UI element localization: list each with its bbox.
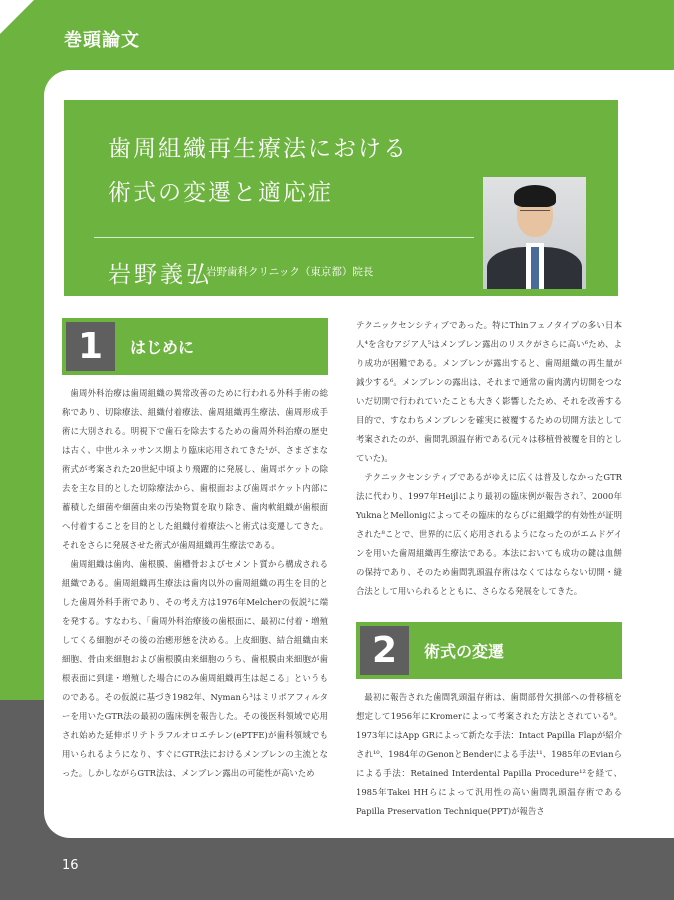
section-2-title: 術式の変遷 — [424, 642, 505, 661]
photo-tie — [531, 247, 539, 289]
photo-hair — [514, 185, 556, 207]
body-paragraph: テクニックセンシティブであった。特にThinフェノタイプの多い日本人⁴を含むアジア人⁵はメンブレン露出のリスクがさらに高い⁶ため、より成功が困難である。メンブレンが露出すると、歯周組織の再生量が減少する⁶。メンブレンの露出は、それまで通常の歯肉溝内切開をつないだ切開で行われていたことも大きく影響したため、それを改善する目的で、すなわちメンブレンを確実に被覆するための切開方法として考案されたのが、歯間乳頭温存術である(元々は移植骨被覆を目的としていた)。 — [356, 320, 622, 463]
body-paragraph: 歯周組織は歯肉、歯根膜、歯槽骨およびセメント質から構成される組織である。歯周組織再生療法は歯肉以外の歯周組織の再生を目的とした歯周外科手術であり、その考え方は1976年Melcherの仮説²に端を発する。すなわち、「歯周外科治療後の歯根面に、最初に付着・増殖してくる細胞がその後の治癒形態を決める。上皮細胞、結合組織由来細胞、骨由来細胞および歯根膜由来細胞のうち、歯根膜由来細胞が歯根表面に到達・増殖した場合にのみ歯周組織再生は起こる」というものである。その仮説に基づき1982年、Nymanら³はミリポアフィルターを用いたGTR法の最初の臨床例を報告した。その後医科領域で応用され始めた延伸ポリテトラフルオロエチレン(ePTFE)が歯科領域でも用いられるようになり、すぐにGTR法におけるメンブレンの主流となった。しかしながらGTR法は、メンブレン露出の可能性が高いため — [62, 559, 328, 778]
section-1-number: 1 — [66, 322, 115, 371]
body-paragraph: テクニックセンシティブであるがゆえに広くは普及しなかったGTR法に代わり、1997年Heijlにより最初の臨床例が報告され⁷、2000年YuknaとMellonigによってその臨床的ならびに組織学的有効性が証明された⁸ことで、世界的に広く応用されるようになったのがエムドゲインを用いた歯周組織再生療法である。本法においても成功の鍵は血餅の保持であり、そのため歯間乳頭温存術はなくてはならない切開・縫合法として用いられるとともに、さらなる発展をしてきた。 — [356, 472, 622, 596]
article-title-line-1: 歯周組織再生療法における — [108, 136, 408, 162]
section-2-body — [356, 688, 622, 821]
page-corner — [0, 0, 34, 34]
author-divider — [94, 237, 474, 238]
section-1-heading — [62, 318, 328, 375]
section-label: 巻頭論文 — [64, 30, 140, 51]
section-2-number: 2 — [360, 626, 409, 675]
section-1-body — [62, 384, 328, 783]
author-photo — [483, 177, 586, 289]
section-2-heading — [356, 622, 622, 679]
body-paragraph: 最初に報告された歯間乳頭温存術は、歯間部骨欠損部への骨移植を想定して1956年にKromerによって考案された方法とされている⁹。1973年にはApp GRによって新たな手法：Intact Papilla Flapが紹介され¹⁰、1984年のGenonとBenderによる手法¹¹、1985年のEvianらによる手法：Retained Interdental Papilla Procedure¹²を経て、1985年Takei HHらによって汎用性の高い歯間乳頭温存術であるPapilla Preservation Technique(PPT)が報告さ — [356, 692, 622, 816]
photo-glasses — [520, 210, 550, 217]
author-name: 岩野義弘 — [108, 262, 212, 288]
body-paragraph: 歯周外科治療は歯周組織の異常改善のために行われる外科手術の総称であり、切除療法、組織付着療法、歯周組織再生療法、歯周形成手術に大別される。明視下で歯石を除去するための歯周外科治療の歴史は古く、中世ルネッサンス期より臨床応用されてきた¹が、さまざまな術式が考案された20世紀中頃より飛躍的に発展し、歯周ポケットの除去を主な目的とした切除療法から、歯根面および歯周ポケット内部に蓄積した細菌や細菌由来の汚染物質を取り除き、歯肉軟組織が歯根面へ付着することを目的とした組織付着療法へと術式は変遷してきた。それをさらに発展させた術式が歯周組織再生療法である。 — [62, 388, 328, 550]
column-2-body — [356, 316, 622, 601]
author-affiliation: 岩野歯科クリニック（東京都）院長 — [206, 266, 374, 278]
section-1-title: はじめに — [130, 338, 195, 357]
page-number: 16 — [62, 858, 79, 873]
article-title-line-2: 術式の変遷と適応症 — [108, 180, 333, 206]
